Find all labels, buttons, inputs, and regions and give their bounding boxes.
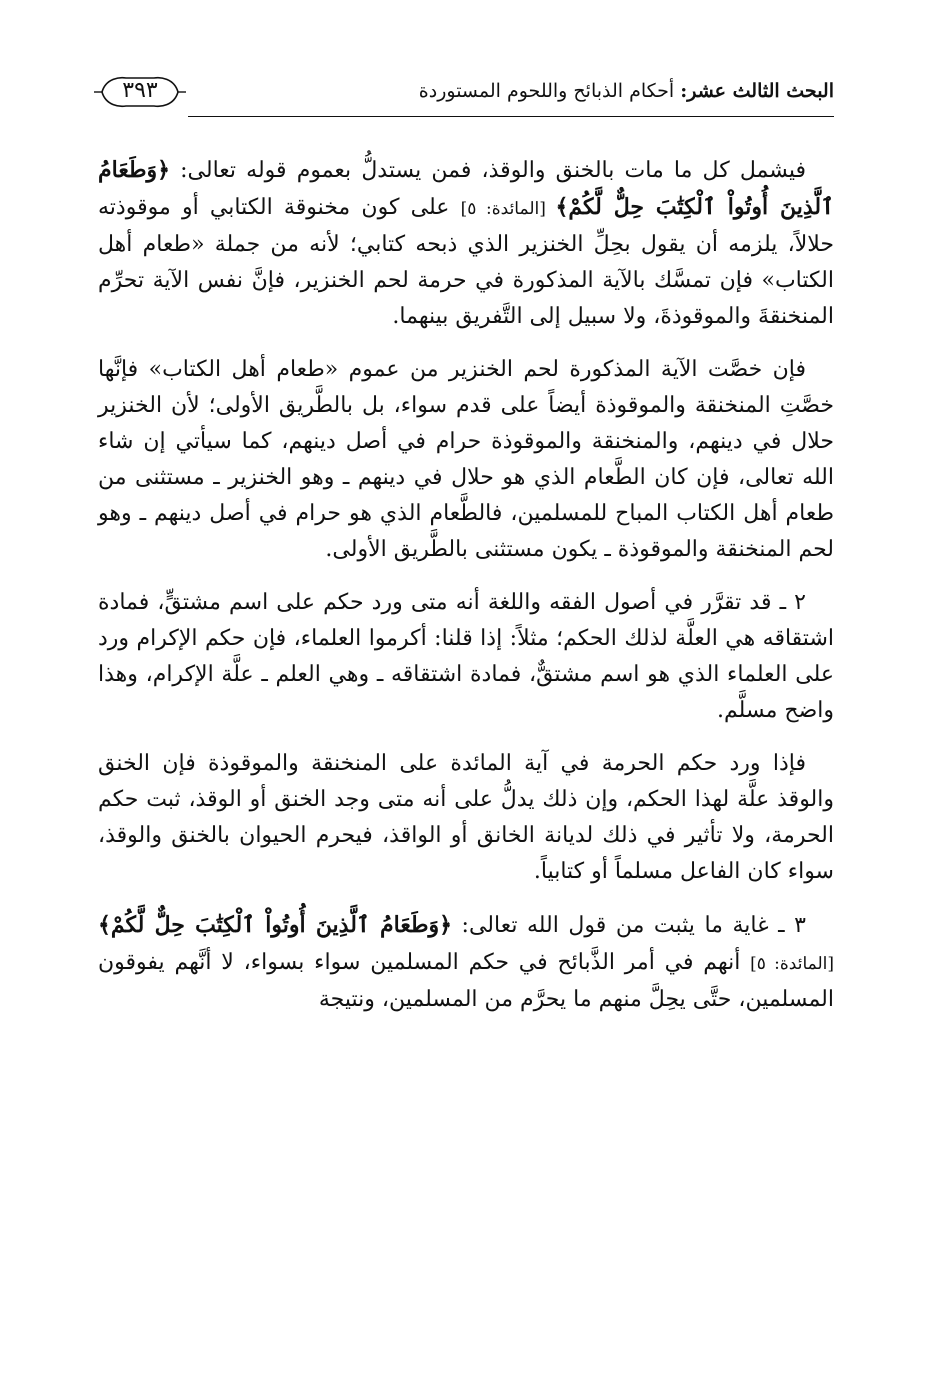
page-number-ornament <box>92 72 188 112</box>
paragraph <box>98 152 834 335</box>
paragraph-text: فيشمل كل ما مات بالخنق والوقذ، فمن يستدلُّ بعموم قوله تعالى: <box>169 158 806 183</box>
paragraph <box>98 907 834 1018</box>
paragraph-text: على كون مخنوقة الكتابي أو موقوذته حلالاً، يلزمه أن يقول بحِلِّ الخنزير الذي ذبحه كتابي؛ لأنه من جملة «طعام أهل الكتاب» فإن تمسَّك بالآية المذكورة في حرمة لحم الخنزير، فإنَّ نفس الآية تحرِّم المنخنقةَ والموقوذةَ، ولا سبيل إلى التَّفريق بينهما. <box>98 195 834 329</box>
quran-verse: ﴿وَطَعَامُ ٱلَّذِينَ أُوتُواْ ٱلْكِتَٰبَ حِلٌّ لَّكُمْ﴾ <box>98 912 452 938</box>
running-title <box>419 80 834 102</box>
paragraph <box>98 585 834 729</box>
paragraph <box>98 746 834 890</box>
paragraph-text: فإن خصَّت الآية المذكورة لحم الخنزير من عموم «طعام أهل الكتاب» فإنَّها خصَّتِ المنخنقة والموقوذة أيضاً على قدم سواء، بل بالطَّريق الأولى؛ لأن الخنزير حلال في دينهم، والمنخنقة والموقوذة حرام في أصل دينهم، كما سيأتي إن شاء الله تعالى، فإن كان الطَّعام الذي هو حلال في دينهم ـ وهو الخنزير ـ مستثنى من طعام أهل الكتاب المباح للمسلمين، فالطَّعام الذي هو حرام في أصل دينهم ـ وهو لحم المنخنقة والموقوذة ـ يكون مستثنى بالطَّريق الأولى. <box>98 357 834 562</box>
paragraph-text: ٢ ـ قد تقرَّر في أصول الفقه واللغة أنه متى ورد حكم على اسم مشتقٍّ، فمادة اشتقاقه هي العلَّة لذلك الحكم؛ مثلاً: إذا قلنا: أكرموا العلماء، فإن حكم الإكرام ورد على العلماء الذي هو اسم مشتقٌّ، فمادة اشتقاقه ـ وهي العلم ـ علَّة الإكرام، وهذا واضح مسلَّم. <box>98 590 834 723</box>
paragraph-text: فإذا ورد حكم الحرمة في آية المائدة على المنخنقة والموقوذة فإن الخنق والوقذ علَّة لهذا الحكم، وإن ذلك يدلُّ على أنه متى وجد الخنق أو الوقذ، ثبت حكم الحرمة، ولا تأثير في ذلك لديانة الخانق أو الواقذ، فيحرم الحيوان بالخنق والوقذ، سواء كان الفاعل مسلماً أو كتابياً. <box>98 751 834 884</box>
paragraph-text: ٣ ـ غاية ما يثبت من قول الله تعالى: <box>452 913 806 938</box>
page-number: ٣٩٣ <box>122 78 158 103</box>
body-text <box>98 152 834 1035</box>
paragraph-text: أنهم في أمر الذَّبائح في حكم المسلمين سواء بسواء، لا أنَّهم يفوقون المسلمين، حتَّى يحِلَّ منهم ما يحرَّم من المسلمين، ونتيجة <box>98 950 834 1012</box>
quran-verse: ﴿وَطَعَامُ ٱلَّذِينَ أُوتُواْ ٱلْكِتَٰبَ حِلٌّ لَّكُمْ﴾ <box>98 157 834 220</box>
verse-reference: [المائدة: ٥] <box>460 199 556 219</box>
running-title-section: البحث الثالث عشر: <box>680 80 834 102</box>
page-header <box>92 70 834 122</box>
header-rule <box>188 116 834 117</box>
verse-reference: [المائدة: ٥] <box>750 954 834 974</box>
running-title-topic: أحكام الذبائح واللحوم المستوردة <box>418 80 681 102</box>
paragraph <box>98 352 834 568</box>
